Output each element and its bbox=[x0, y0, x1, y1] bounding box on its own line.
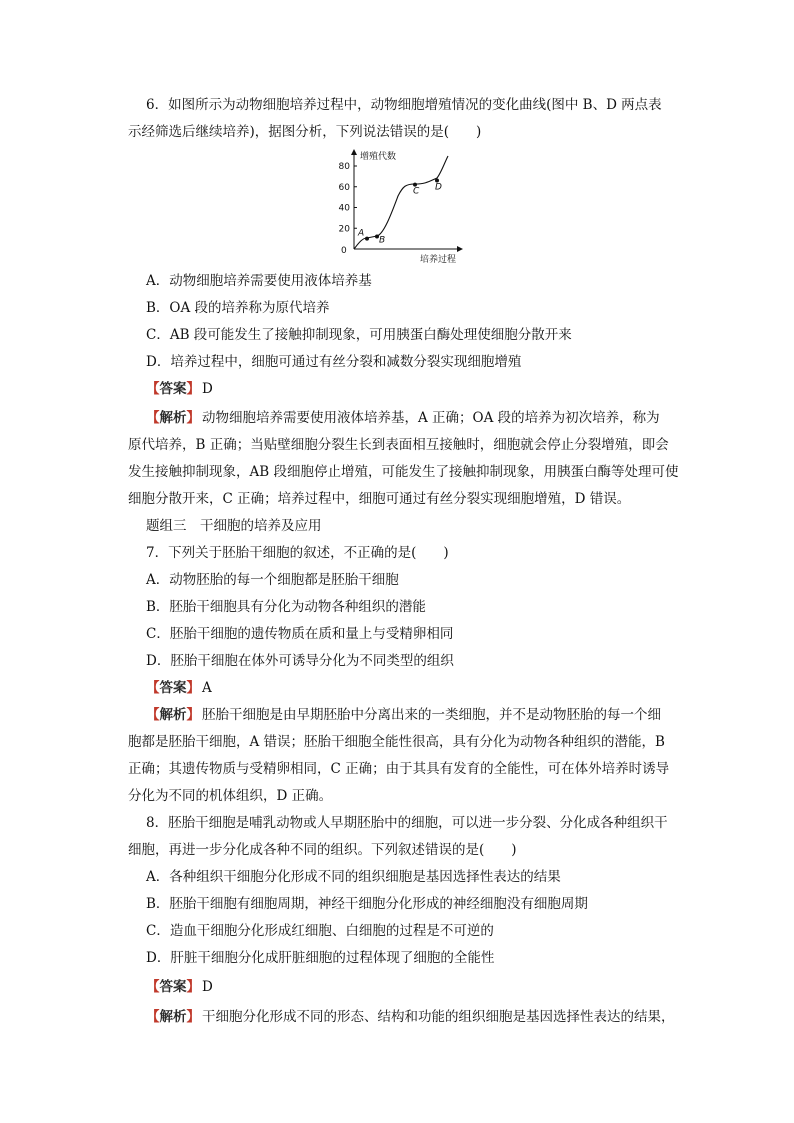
point-label-d: D bbox=[435, 182, 442, 193]
analysis-label: 【解析】 bbox=[146, 707, 200, 723]
answer-label: 【答案】 bbox=[146, 680, 200, 696]
q6-option-c: C．AB 段可能发生了接触抑制现象，可用胰蛋白酶处理使细胞分散开来 bbox=[146, 327, 572, 343]
q6-stem-line2: 示经筛选后继续培养)，据图分析，下列说法错误的是( ) bbox=[128, 124, 482, 140]
q8-analysis-line1: 【解析】 干细胞分化形成不同的形态、结构和功能的组织细胞是基因选择性表达的结果， bbox=[146, 1009, 675, 1025]
y-tick-label: 60 bbox=[338, 182, 350, 193]
origin-label: 0 bbox=[341, 246, 347, 256]
x-axis-label: 培养过程 bbox=[420, 255, 457, 265]
q7-analysis-line1: 【解析】 胚胎干细胞是由早期胚胎中分离出来的一类细胞，并不是动物胚胎的每一个细 bbox=[146, 707, 661, 723]
point-label-a: A bbox=[358, 228, 365, 239]
point-label-b: B bbox=[379, 235, 386, 246]
y-tick-label: 80 bbox=[338, 162, 350, 172]
y-tick-label: 40 bbox=[338, 203, 350, 214]
q8-option-c: C．造血干细胞分化形成红细胞、白细胞的过程是不可逆的 bbox=[146, 923, 494, 939]
growth-curve bbox=[354, 156, 448, 249]
q6-analysis-line3: 发生接触抑制现象，AB 段细胞停止增殖，可能发生了接触抑制现象，用胰蛋白酶等处理可使 bbox=[128, 464, 679, 480]
q8-option-d: D．肝脏干细胞分化成肝脏细胞的过程体现了细胞的全能性 bbox=[146, 950, 495, 966]
q7-option-b: B．胚胎干细胞具有分化为动物各种组织的潜能 bbox=[146, 599, 426, 615]
q6-analysis-line2: 原代培养，B 正确；当贴壁细胞分裂生长到表面相互接触时，细胞就会停止分裂增殖，即会 bbox=[128, 437, 669, 453]
q8-option-a: A．各种组织干细胞分化形成不同的组织细胞是基因选择性表达的结果 bbox=[146, 869, 561, 885]
q7-analysis-line2: 胞都是胚胎干细胞，A 错误；胚胎干细胞全能性很高，具有分化为动物各种组织的潜能，B bbox=[128, 734, 665, 750]
q8-stem-line1: 8．胚胎干细胞是哺乳动物或人早期胚胎中的细胞，可以进一步分裂、分化成各种组织干 bbox=[146, 815, 668, 831]
q7-analysis-line4: 分化为不同的机体组织，D 正确。 bbox=[128, 788, 333, 804]
q7-answer: 【答案】 A bbox=[146, 680, 212, 696]
q6-analysis-line1: 【解析】 动物细胞培养需要使用液体培养基，A 正确；OA 段的培养为初次培养，称为 bbox=[146, 410, 660, 426]
point-label-c: C bbox=[413, 186, 420, 197]
q6-option-a: A．动物细胞培养需要使用液体培养基 bbox=[146, 273, 372, 289]
q6-answer: 【答案】 D bbox=[146, 381, 213, 397]
y-axis-label: 增殖代数 bbox=[360, 152, 397, 162]
q8-answer: 【答案】 D bbox=[146, 979, 213, 995]
q7-option-c: C．胚胎干细胞的遗传物质在质和量上与受精卵相同 bbox=[146, 626, 454, 642]
analysis-label: 【解析】 bbox=[146, 410, 200, 426]
analysis-label: 【解析】 bbox=[146, 1009, 200, 1025]
q7-analysis-line3: 正确；其遗传物质与受精卵相同，C 正确；由于其具有发育的全能性，可在体外培养时诱导 bbox=[128, 761, 670, 777]
point-a bbox=[365, 237, 369, 241]
growth-curve-chart bbox=[320, 146, 470, 266]
answer-label: 【答案】 bbox=[146, 381, 200, 397]
answer-label: 【答案】 bbox=[146, 979, 200, 995]
q7-option-d: D．胚胎干细胞在体外可诱导分化为不同类型的组织 bbox=[146, 653, 454, 669]
q6-analysis-line4: 细胞分散开来，C 正确；培养过程中，细胞可通过有丝分裂实现细胞增殖，D 错误。 bbox=[128, 491, 631, 507]
q8-stem-line2: 细胞，再进一步分化成各种不同的组织。下列叙述错误的是( ) bbox=[128, 842, 517, 858]
q6-option-d: D．培养过程中，细胞可通过有丝分裂和减数分裂实现细胞增殖 bbox=[146, 354, 522, 370]
q7-stem: 7．下列关于胚胎干细胞的叙述，不正确的是( ) bbox=[146, 545, 449, 561]
q6-stem-line1: 6．如图所示为动物细胞培养过程中，动物细胞增殖情况的变化曲线(图中 B、D 两点表 bbox=[146, 97, 662, 113]
section3-title: 题组三 干细胞的培养及应用 bbox=[146, 518, 322, 534]
q7-option-a: A．动物胚胎的每一个细胞都是胚胎干细胞 bbox=[146, 572, 399, 588]
y-tick-label: 20 bbox=[338, 224, 350, 235]
q6-option-b: B．OA 段的培养称为原代培养 bbox=[146, 300, 330, 316]
q8-option-b: B．胚胎干细胞有细胞周期，神经干细胞分化形成的神经细胞没有细胞周期 bbox=[146, 896, 588, 912]
